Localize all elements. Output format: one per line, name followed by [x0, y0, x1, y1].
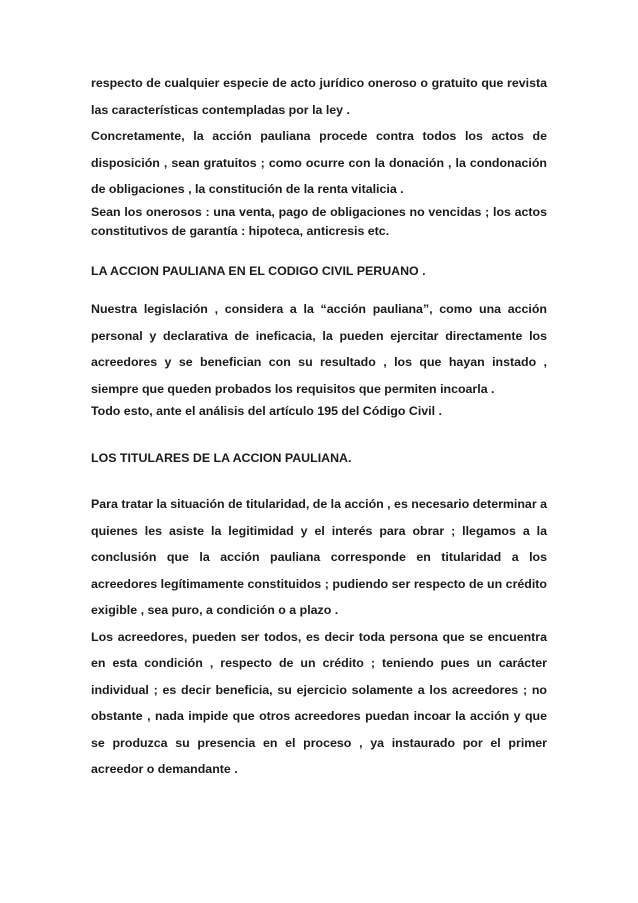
- document-body: [91, 70, 547, 783]
- paragraph-1: respecto de cualquier especie de acto jurídico oneroso o gratuito que revista las características contempladas por la ley .: [91, 76, 547, 117]
- heading-titulares-accion-pauliana: LOS TITULARES DE LA ACCION PAULIANA.: [91, 450, 352, 465]
- heading-accion-pauliana-codigo-civil: LA ACCION PAULIANA EN EL CODIGO CIVIL PERUANO .: [91, 263, 426, 278]
- paragraph-5: Todo esto, ante el análisis del artículo 195 del Código Civil .: [91, 404, 442, 418]
- paragraph-3: Sean los onerosos : una venta, pago de obligaciones no vencidas ; los actos constitutivos de garantía : hipoteca, anticresis etc.: [91, 204, 547, 238]
- paragraph-4: Nuestra legislación , considera a la “acción pauliana”, como una acción personal y declarativa de ineficacia, la pueden ejercitar directamente los acreedores y se benefician con su resultado , los que hayan instado , siempre que queden probados los requisitos que permiten incoarla .: [91, 302, 547, 396]
- paragraph-6: Para tratar la situación de titularidad, de la acción , es necesario determinar a quienes les asiste la legitimidad y el interés para obrar ; llegamos a la conclusión que la acción pauliana corresponde en titularidad a los acreedores legítimamente constituidos ; pudiendo ser respecto de un crédito exigible , sea puro, a condición o a plazo .: [91, 497, 547, 617]
- paragraph-7: Los acreedores, pueden ser todos, es decir toda persona que se encuentra en esta condición , respecto de un crédito ; teniendo pues un carácter individual ; es decir beneficia, su ejercicio solamente a los acreedores ; no obstante , nada impide que otros acreedores puedan incoar la acción y que se produzca su presencia en el proceso , ya instaurado por el primer acreedor o demandante .: [91, 629, 547, 776]
- paragraph-2: Concretamente, la acción pauliana procede contra todos los actos de disposición , sean gratuitos ; como ocurre con la donación , la condonación de obligaciones , la constitución de la renta vitalicia .: [91, 129, 547, 196]
